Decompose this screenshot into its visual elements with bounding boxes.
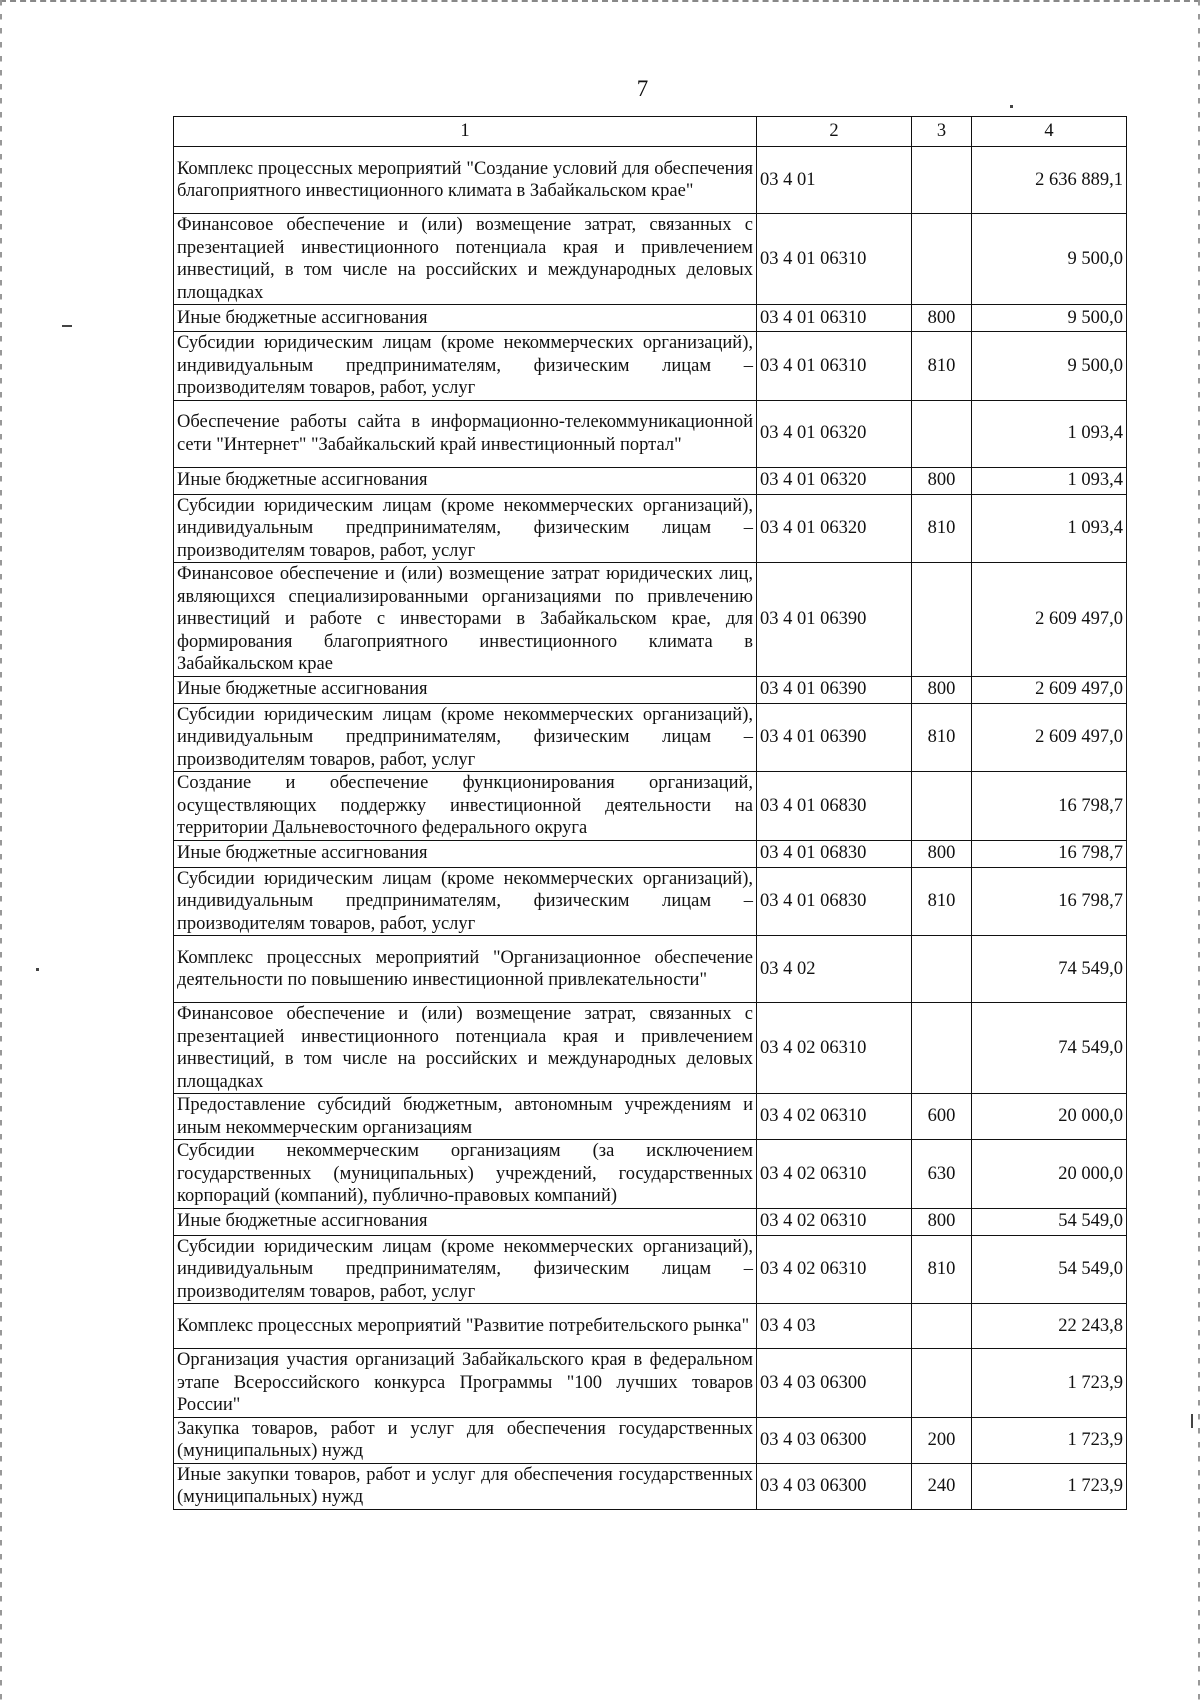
- cell-name: Субсидии юридическим лицам (кроме некоммерческих организаций), индивидуальным предпринимателям, физическим лицам – производителям товаров, работ, услуг: [174, 867, 757, 936]
- table-row: [174, 467, 1127, 494]
- cell-code: 03 4 02 06310: [757, 1003, 912, 1094]
- scan-speck: [1010, 105, 1013, 108]
- cell-code: 03 4 03 06300: [757, 1349, 912, 1418]
- cell-name: Субсидии юридическим лицам (кроме некоммерческих организаций), индивидуальным предпринимателям, физическим лицам – производителям товаров, работ, услуг: [174, 1235, 757, 1304]
- cell-type: 800: [912, 467, 972, 494]
- cell-amount: 1 723,9: [972, 1349, 1127, 1418]
- table-row: [174, 1140, 1127, 1209]
- cell-name: Финансовое обеспечение и (или) возмещение затрат, связанных с презентацией инвестиционного потенциала края и привлечением инвестиций, в том числе на российских и международных деловых площадках: [174, 1003, 757, 1094]
- budget-table: [173, 116, 1127, 1510]
- cell-code: 03 4 01 06830: [757, 840, 912, 867]
- cell-amount: 74 549,0: [972, 1003, 1127, 1094]
- cell-type: 600: [912, 1094, 972, 1140]
- cell-amount: 16 798,7: [972, 772, 1127, 841]
- table-row: [174, 214, 1127, 305]
- cell-code: 03 4 03: [757, 1304, 912, 1349]
- cell-name: Комплекс процессных мероприятий "Организационное обеспечение деятельности по повышению инвестиционной привлекательности": [174, 936, 757, 1003]
- cell-type: [912, 147, 972, 214]
- cell-name: Обеспечение работы сайта в информационно-телекоммуникационной сети "Интернет" "Забайкальский край инвестиционный портал": [174, 400, 757, 467]
- header-col-1: 1: [174, 117, 757, 147]
- cell-code: 03 4 01 06310: [757, 305, 912, 332]
- table-row: [174, 703, 1127, 772]
- cell-code: 03 4 03 06300: [757, 1417, 912, 1463]
- cell-type: [912, 936, 972, 1003]
- cell-type: [912, 563, 972, 677]
- cell-name: Субсидии юридическим лицам (кроме некоммерческих организаций), индивидуальным предпринимателям, физическим лицам – производителям товаров, работ, услуг: [174, 703, 757, 772]
- header-col-3: 3: [912, 117, 972, 147]
- scan-speck: [62, 325, 72, 327]
- cell-type: 630: [912, 1140, 972, 1209]
- cell-name: Комплекс процессных мероприятий "Развитие потребительского рынка": [174, 1304, 757, 1349]
- cell-name: Иные бюджетные ассигнования: [174, 1208, 757, 1235]
- cell-name: Иные бюджетные ассигнования: [174, 467, 757, 494]
- cell-code: 03 4 01 06320: [757, 494, 912, 563]
- cell-name: Финансовое обеспечение и (или) возмещение затрат юридических лиц, являющихся специализированными организациями по привлечению инвестиций и работе с инвесторами в Забайкальском крае, для формирования благоприятного инвестиционного климата в Забайкальском крае: [174, 563, 757, 677]
- cell-name: Субсидии некоммерческим организациям (за исключением государственных (муниципальных) учреждений, государственных корпораций (компаний), публично-правовых компаний): [174, 1140, 757, 1209]
- cell-amount: 9 500,0: [972, 214, 1127, 305]
- cell-code: 03 4 02 06310: [757, 1140, 912, 1209]
- cell-amount: 2 636 889,1: [972, 147, 1127, 214]
- cell-code: 03 4 02 06310: [757, 1208, 912, 1235]
- table-row: [174, 1463, 1127, 1509]
- table-row: [174, 563, 1127, 677]
- cell-amount: 16 798,7: [972, 840, 1127, 867]
- cell-type: [912, 1349, 972, 1418]
- cell-code: 03 4 01 06310: [757, 332, 912, 401]
- cell-name: Финансовое обеспечение и (или) возмещение затрат, связанных с презентацией инвестиционного потенциала края и привлечением инвестиций, в том числе на российских и международных деловых площадках: [174, 214, 757, 305]
- cell-name: Субсидии юридическим лицам (кроме некоммерческих организаций), индивидуальным предпринимателям, физическим лицам – производителям товаров, работ, услуг: [174, 332, 757, 401]
- table-row: [174, 147, 1127, 214]
- cell-type: [912, 1003, 972, 1094]
- cell-code: 03 4 01 06310: [757, 214, 912, 305]
- cell-code: 03 4 01 06830: [757, 772, 912, 841]
- cell-type: 810: [912, 332, 972, 401]
- table-row: [174, 1208, 1127, 1235]
- table-row: [174, 494, 1127, 563]
- table-row: [174, 936, 1127, 1003]
- cell-type: 810: [912, 867, 972, 936]
- cell-code: 03 4 01 06390: [757, 703, 912, 772]
- cell-type: [912, 400, 972, 467]
- cell-type: 810: [912, 494, 972, 563]
- cell-amount: 2 609 497,0: [972, 676, 1127, 703]
- cell-code: 03 4 01 06320: [757, 467, 912, 494]
- cell-amount: 20 000,0: [972, 1094, 1127, 1140]
- cell-code: 03 4 01 06390: [757, 676, 912, 703]
- cell-name: Иные бюджетные ассигнования: [174, 840, 757, 867]
- cell-type: 800: [912, 840, 972, 867]
- cell-type: 800: [912, 305, 972, 332]
- table-row: [174, 305, 1127, 332]
- cell-amount: 1 723,9: [972, 1417, 1127, 1463]
- scan-edge-left: [0, 0, 2, 1701]
- header-col-2: 2: [757, 117, 912, 147]
- cell-name: Иные закупки товаров, работ и услуг для обеспечения государственных (муниципальных) нужд: [174, 1463, 757, 1509]
- cell-amount: 54 549,0: [972, 1235, 1127, 1304]
- table-body: [174, 147, 1127, 1510]
- table-row: [174, 1304, 1127, 1349]
- table-row: [174, 840, 1127, 867]
- cell-name: Иные бюджетные ассигнования: [174, 676, 757, 703]
- cell-amount: 20 000,0: [972, 1140, 1127, 1209]
- cell-name: Организация участия организаций Забайкальского края в федеральном этапе Всероссийского конкурса Программы "100 лучших товаров России": [174, 1349, 757, 1418]
- table-row: [174, 1003, 1127, 1094]
- cell-amount: 74 549,0: [972, 936, 1127, 1003]
- cell-code: 03 4 02 06310: [757, 1094, 912, 1140]
- cell-name: Предоставление субсидий бюджетным, автономным учреждениям и иным некоммерческим организациям: [174, 1094, 757, 1140]
- table-row: [174, 1094, 1127, 1140]
- cell-type: 800: [912, 676, 972, 703]
- table-row: [174, 1235, 1127, 1304]
- scan-speck: [36, 968, 39, 971]
- table-row: [174, 332, 1127, 401]
- cell-name: Комплекс процессных мероприятий "Создание условий для обеспечения благоприятного инвестиционного климата в Забайкальском крае": [174, 147, 757, 214]
- scan-speck: [1191, 1414, 1193, 1428]
- cell-amount: 1 093,4: [972, 494, 1127, 563]
- cell-code: 03 4 01: [757, 147, 912, 214]
- cell-name: Закупка товаров, работ и услуг для обеспечения государственных (муниципальных) нужд: [174, 1417, 757, 1463]
- cell-amount: 1 093,4: [972, 467, 1127, 494]
- cell-amount: 54 549,0: [972, 1208, 1127, 1235]
- table-header-row: [174, 117, 1127, 147]
- cell-type: 810: [912, 1235, 972, 1304]
- cell-amount: 22 243,8: [972, 1304, 1127, 1349]
- cell-amount: 9 500,0: [972, 305, 1127, 332]
- cell-code: 03 4 02 06310: [757, 1235, 912, 1304]
- cell-type: [912, 214, 972, 305]
- cell-amount: 1 093,4: [972, 400, 1127, 467]
- header-col-4: 4: [972, 117, 1127, 147]
- cell-code: 03 4 01 06830: [757, 867, 912, 936]
- cell-code: 03 4 01 06320: [757, 400, 912, 467]
- cell-name: Иные бюджетные ассигнования: [174, 305, 757, 332]
- cell-code: 03 4 03 06300: [757, 1463, 912, 1509]
- table-row: [174, 1349, 1127, 1418]
- table-row: [174, 772, 1127, 841]
- table-row: [174, 676, 1127, 703]
- cell-type: 810: [912, 703, 972, 772]
- scan-edge-top: [0, 0, 1200, 5]
- cell-amount: 9 500,0: [972, 332, 1127, 401]
- cell-amount: 16 798,7: [972, 867, 1127, 936]
- cell-type: [912, 772, 972, 841]
- cell-amount: 2 609 497,0: [972, 703, 1127, 772]
- cell-code: 03 4 01 06390: [757, 563, 912, 677]
- cell-amount: 2 609 497,0: [972, 563, 1127, 677]
- cell-name: Создание и обеспечение функционирования организаций, осуществляющих поддержку инвестиционной деятельности на территории Дальневосточного федерального округа: [174, 772, 757, 841]
- cell-type: 240: [912, 1463, 972, 1509]
- table-row: [174, 867, 1127, 936]
- cell-type: [912, 1304, 972, 1349]
- cell-name: Субсидии юридическим лицам (кроме некоммерческих организаций), индивидуальным предпринимателям, физическим лицам – производителям товаров, работ, услуг: [174, 494, 757, 563]
- cell-amount: 1 723,9: [972, 1463, 1127, 1509]
- cell-code: 03 4 02: [757, 936, 912, 1003]
- cell-type: 800: [912, 1208, 972, 1235]
- cell-type: 200: [912, 1417, 972, 1463]
- table-row: [174, 1417, 1127, 1463]
- page-number: 7: [636, 76, 649, 101]
- table-row: [174, 400, 1127, 467]
